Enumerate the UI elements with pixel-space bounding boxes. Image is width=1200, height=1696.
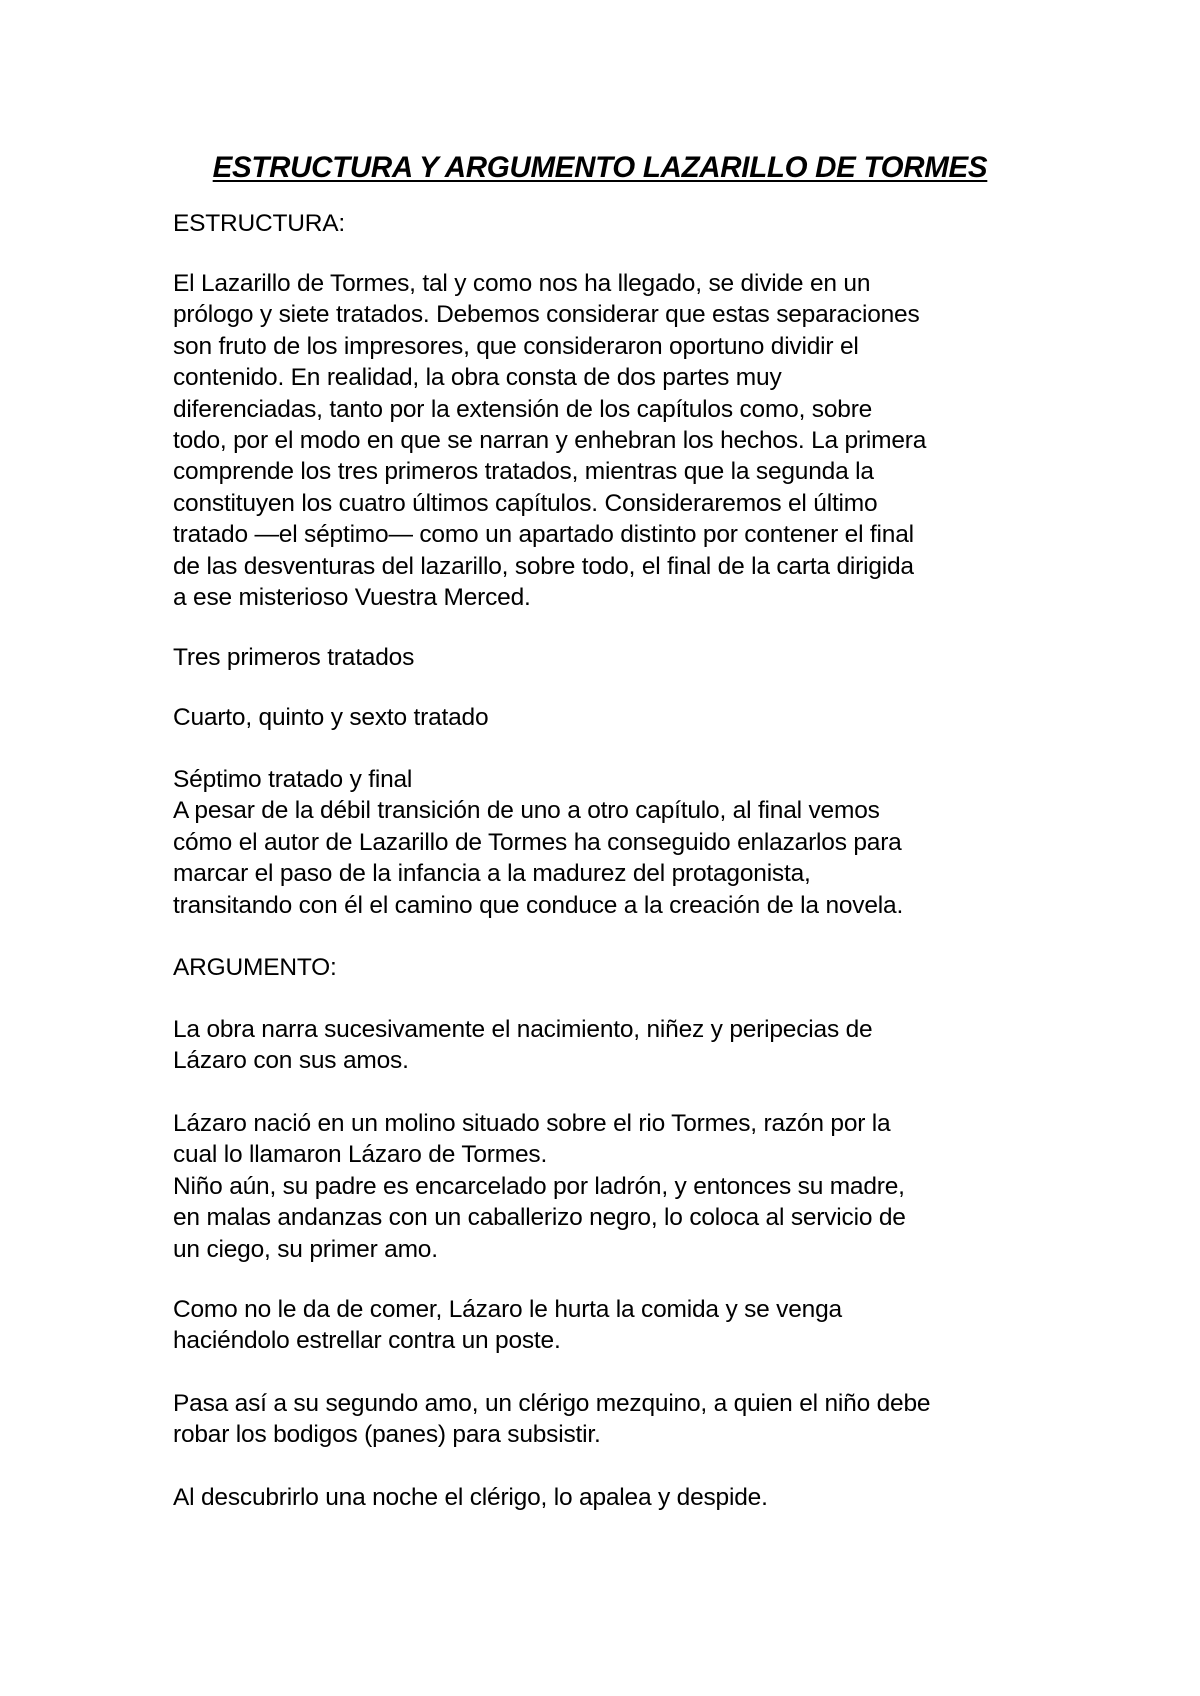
text-line: Cuarto, quinto y sexto tratado	[173, 704, 489, 731]
estructura-paragraph	[173, 268, 926, 613]
text-line: marcar el paso de la infancia a la madurez del protagonista,	[173, 860, 811, 888]
text-line: ESTRUCTURA:	[173, 210, 346, 237]
text-line: Niño aún, su padre es encarcelado por ladrón, y entonces su madre,	[173, 1172, 905, 1200]
septimo-paragraph	[173, 764, 903, 921]
text-line: robar los bodigos (panes) para subsistir.	[173, 1421, 601, 1449]
argumento-heading	[173, 952, 337, 983]
text-line: comprende los tres primeros tratados, mientras que la segunda la	[173, 458, 874, 486]
text-line: son fruto de los impresores, que consideraron oportuno dividir el	[173, 332, 859, 360]
text-line: un ciego, su primer amo.	[173, 1235, 438, 1263]
text-line: Tres primeros tratados	[173, 644, 415, 671]
text-line: todo, por el modo en que se narran y enhebran los hechos. La primera	[173, 426, 927, 454]
text-line: transitando con él el camino que conduce a la creación de la novela.	[173, 891, 904, 919]
text-line: Pasa así a su segundo amo, un clérigo mezquino, a quien el niño debe	[173, 1390, 931, 1417]
text-line: de las desventuras del lazarillo, sobre todo, el final de la carta dirigida	[173, 552, 914, 580]
estructura-heading	[173, 208, 345, 239]
argumento-paragraph-2	[173, 1108, 906, 1265]
text-line: diferenciadas, tanto por la extensión de los capítulos como, sobre	[173, 395, 873, 423]
argumento-paragraph-5	[173, 1482, 768, 1513]
text-line: constituyen los cuatro últimos capítulos. Consideraremos el último	[173, 489, 878, 517]
text-line: Séptimo tratado y final	[173, 766, 413, 793]
text-line: cual lo llamaron Lázaro de Tormes.	[173, 1141, 548, 1169]
argumento-paragraph-3	[173, 1294, 842, 1357]
page-title: ESTRUCTURA Y ARGUMENTO LAZARILLO DE TORMES	[212, 151, 988, 184]
text-line: tratado —el séptimo— como un apartado distinto por contener el final	[173, 521, 914, 549]
text-line: Como no le da de comer, Lázaro le hurta la comida y se venga	[173, 1296, 842, 1323]
text-line: haciéndolo estrellar contra un poste.	[173, 1327, 561, 1355]
text-line: en malas andanzas con un caballerizo negro, lo coloca al servicio de	[173, 1204, 906, 1232]
argumento-paragraph-1	[173, 1014, 872, 1077]
argumento-paragraph-4	[173, 1388, 930, 1451]
text-line: ARGUMENTO:	[173, 954, 337, 981]
text-line: Lázaro con sus amos.	[173, 1047, 409, 1075]
text-line: A pesar de la débil transición de uno a otro capítulo, al final vemos	[173, 797, 880, 825]
tres-primeros-line	[173, 642, 414, 673]
text-line: cómo el autor de Lazarillo de Tormes ha conseguido enlazarlos para	[173, 828, 902, 856]
text-line: El Lazarillo de Tormes, tal y como nos ha llegado, se divide en un	[173, 270, 871, 297]
text-line: contenido. En realidad, la obra consta de dos partes muy	[173, 364, 782, 392]
text-line: prólogo y siete tratados. Debemos considerar que estas separaciones	[173, 301, 920, 329]
text-line: Lázaro nació en un molino situado sobre el rio Tormes, razón por la	[173, 1110, 891, 1137]
cuarto-quinto-sexto-line	[173, 702, 488, 733]
text-line: a ese misterioso Vuestra Merced.	[173, 583, 531, 611]
text-line: Al descubrirlo una noche el clérigo, lo apalea y despide.	[173, 1484, 768, 1511]
text-line: La obra narra sucesivamente el nacimiento, niñez y peripecias de	[173, 1016, 873, 1043]
